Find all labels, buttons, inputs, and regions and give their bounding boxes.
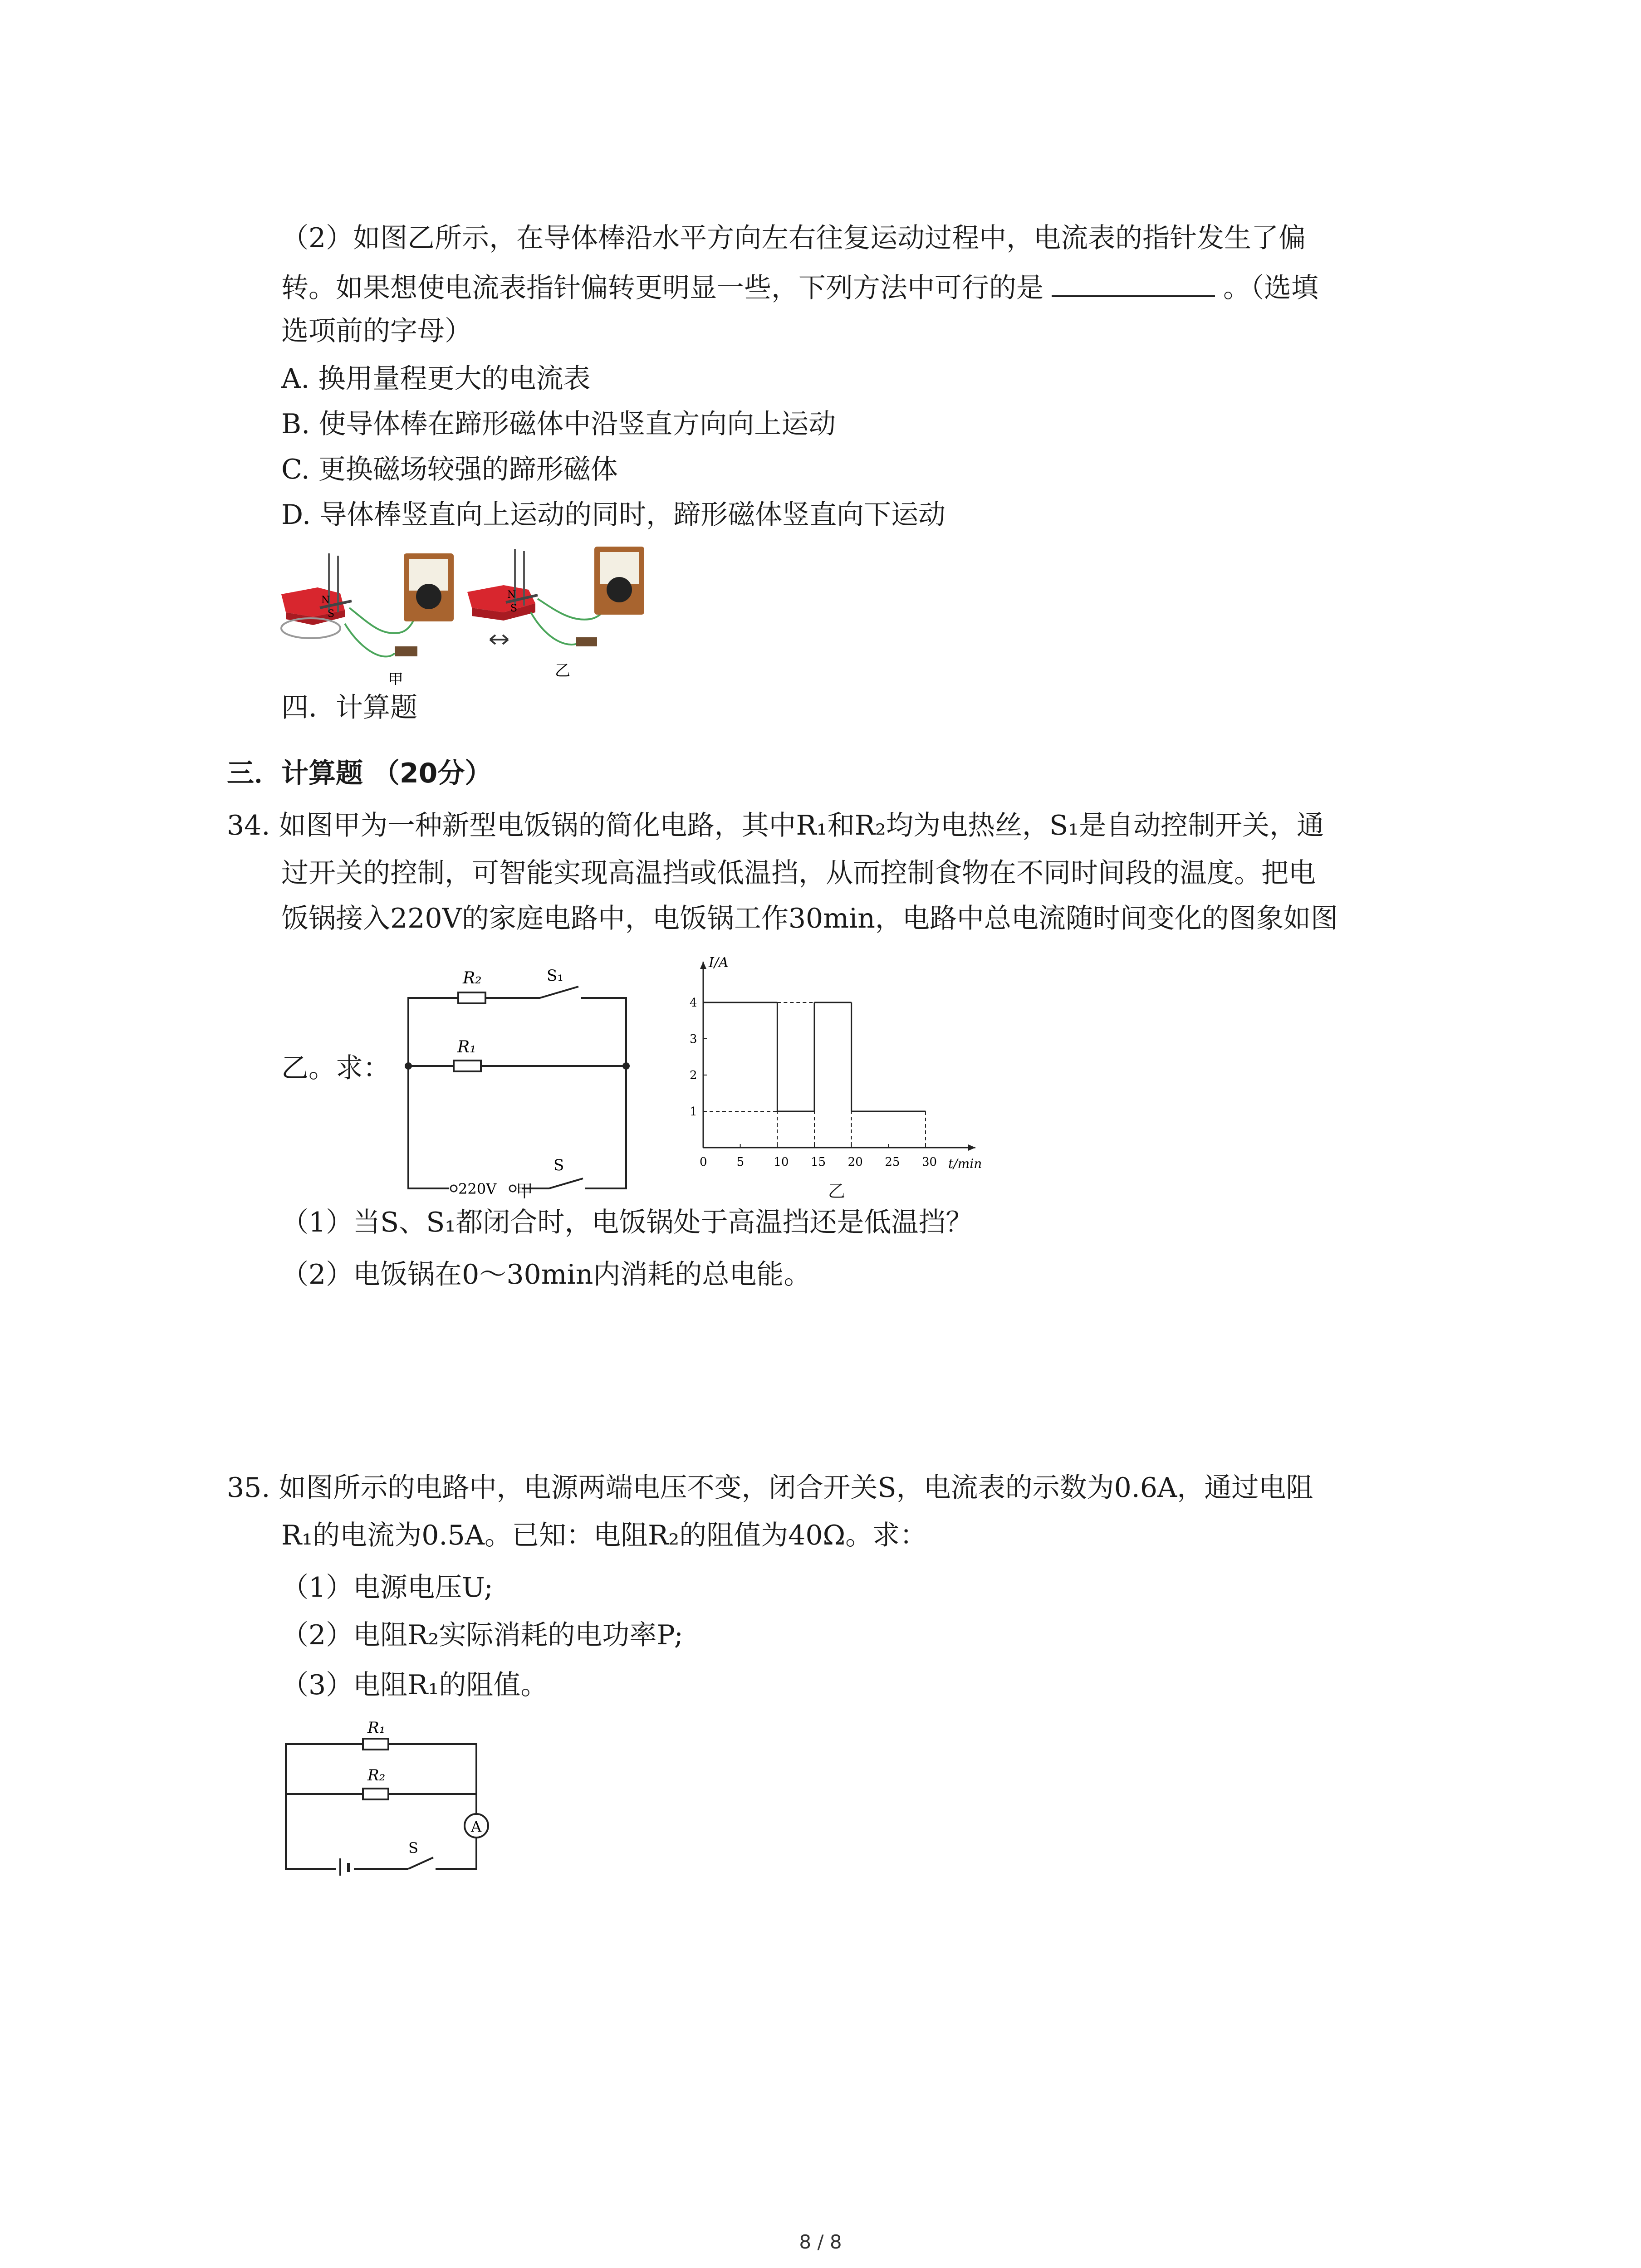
q34-current-graph: [676, 948, 1030, 1184]
induction-apparatus-svg: [277, 544, 662, 685]
x-axis-label: t/min: [948, 1156, 982, 1171]
x-tick-label: 20: [847, 1155, 863, 1169]
q34-line4: 乙。求：: [281, 1052, 390, 1084]
q35-sub1: （1）电源电压U;: [281, 1572, 493, 1603]
induction-apparatus-figure: [277, 544, 662, 685]
y-axis-arrow: [700, 962, 706, 969]
q33-part2-line3: 选项前的字母）: [281, 315, 472, 347]
q34-sub2: （2）电饭锅在0～30min内消耗的总电能。: [281, 1259, 811, 1290]
x-tick-label: 10: [774, 1155, 789, 1169]
s1-label: S₁: [547, 967, 563, 985]
ammeter-label: A: [471, 1818, 482, 1835]
y-axis-label: I/A: [709, 955, 729, 971]
y-tick-label: 2: [690, 1069, 697, 1082]
y-tick-label: 1: [690, 1105, 697, 1119]
q35-circuit-svg: [277, 1712, 495, 1876]
option-b: B. 使导体棒在蹄形磁体中沿竖直方向向上运动: [281, 408, 836, 440]
q35-r1-label: R₁: [367, 1719, 386, 1737]
apparatus-yi: [467, 547, 644, 680]
option-c: C. 更换磁场较强的蹄形磁体: [281, 454, 618, 485]
page-number: 8 / 8: [799, 2231, 842, 2253]
y-tick-label: 4: [690, 996, 697, 1010]
q34-circuit-svg: [404, 962, 640, 1198]
fig-label-yi: 乙: [555, 662, 570, 680]
q33-part2-line2: [281, 270, 1318, 306]
magnet-s-label: S: [328, 608, 335, 620]
answer-blank[interactable]: [1052, 272, 1215, 297]
x-axis-arrow: [968, 1144, 975, 1151]
x-tick-label: 15: [811, 1155, 826, 1169]
apparatus-jia: [281, 553, 454, 685]
y-tick-label: 3: [690, 1032, 697, 1046]
r1-label: R₁: [457, 1038, 476, 1056]
switch-yi: [576, 637, 597, 646]
double-arrow-icon: [490, 635, 508, 644]
q34-line1: 34. 如图甲为一种新型电饭锅的简化电路，其中R₁和R₂均为电热丝，S₁是自动控制开关，通: [227, 810, 1324, 841]
q35-line1: 35. 如图所示的电路中，电源两端电压不变，闭合开关S，电流表的示数为0.6A，通过电阻: [227, 1472, 1313, 1504]
q35-r2-label: R₂: [367, 1766, 386, 1784]
q33-part2-line1: （2）如图乙所示，在导体棒沿水平方向左右往复运动过程中，电流表的指针发生了偏: [281, 222, 1306, 254]
q34-graph-caption: 乙: [828, 1181, 846, 1201]
x-tick-label: 5: [736, 1155, 745, 1169]
option-d: D. 导体棒竖直向上运动的同时，蹄形磁体竖直向下运动: [281, 499, 946, 531]
current-time-graph-svg: [676, 948, 1030, 1184]
q35-line2: R₁的电流为0.5A。已知：电阻R₂的阻值为40Ω。求：: [281, 1520, 927, 1551]
x-tick-label: 25: [885, 1155, 900, 1169]
q33-part2-line2-end: 。（选填: [1223, 272, 1318, 304]
q34-circuit-caption: 甲: [516, 1181, 534, 1201]
q34-sub1: （1）当S、S₁都闭合时，电饭锅处于高温挡还是低温挡？: [281, 1207, 973, 1238]
q35-sub3: （3）电阻R₁的阻值。: [281, 1669, 548, 1701]
q34-line2: 过开关的控制，可智能实现高温挡或低温挡，从而控制食物在不同时间段的温度。把电: [281, 857, 1316, 889]
q35-s-label: S: [408, 1839, 418, 1857]
fig-label-jia: 甲: [388, 671, 403, 685]
r2-label: R₂: [463, 969, 482, 987]
option-a: A. 换用量程更大的电流表: [281, 363, 591, 395]
section-4-label: 四．计算题: [281, 692, 417, 723]
magnet-s-label-yi: S: [510, 603, 518, 614]
q35-sub2: （2）电阻R₂实际消耗的电功率P;: [281, 1619, 683, 1651]
q34-line3: 饭锅接入220V的家庭电路中，电饭锅工作30min，电路中总电流随时间变化的图象如图: [281, 903, 1338, 934]
magnet-n-label: N: [321, 595, 330, 606]
magnet-n-label-yi: N: [507, 589, 516, 601]
x-tick-label: 30: [922, 1155, 937, 1169]
section-3-header: 三．计算题 （20分）: [227, 758, 492, 789]
q35-circuit-figure: [277, 1712, 495, 1876]
q34-circuit-figure: [404, 962, 640, 1198]
s-label: S: [554, 1156, 564, 1174]
voltage-label: 220V: [458, 1180, 497, 1198]
q33-part2-line2-text: 转。如果想使电流表指针偏转更明显一些，下列方法中可行的是: [281, 272, 1043, 304]
switch-jia: [395, 646, 417, 656]
x-tick-label: 0: [700, 1155, 707, 1169]
